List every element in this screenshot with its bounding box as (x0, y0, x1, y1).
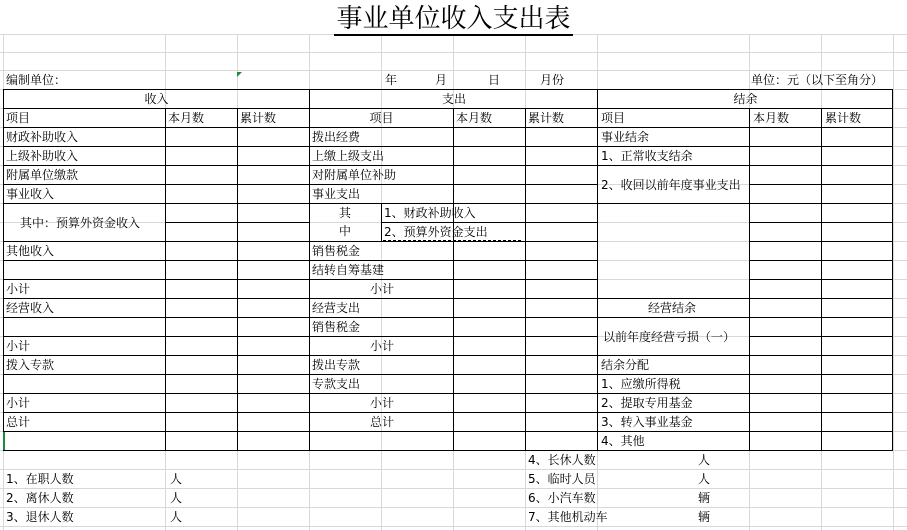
expense-item[interactable]: 拨出经费 (312, 130, 361, 144)
personnel-unit: 人 (170, 510, 183, 524)
income-item[interactable]: 其他收入 (6, 244, 55, 258)
unit-label: 编制单位： (6, 73, 67, 87)
table-border (749, 184, 893, 185)
personnel-label: 4、长休人数 (528, 453, 596, 467)
balance-item[interactable]: 3、转入事业基金 (601, 415, 693, 429)
table-border (3, 260, 309, 261)
table-border (597, 317, 893, 318)
personnel-unit: 辆 (698, 491, 711, 505)
income-item-header: 项目 (6, 111, 31, 125)
expense-item[interactable]: 经营支出 (312, 301, 361, 315)
balance-item[interactable]: 结余分配 (601, 358, 650, 372)
expense-item[interactable]: 事业支出 (312, 187, 361, 201)
income-item[interactable]: 附属单位缴款 (6, 168, 79, 182)
expense-item[interactable]: 上缴上级支出 (312, 149, 385, 163)
table-border (3, 431, 309, 432)
personnel-unit: 人 (698, 453, 711, 467)
table-border (749, 336, 893, 337)
personnel-unit: 人 (170, 472, 183, 486)
personnel-label: 5、临时人员 (528, 472, 596, 486)
expense-item[interactable]: 拨出专款 (312, 358, 361, 372)
balance-item[interactable]: 4、其他 (601, 434, 645, 448)
expense-item[interactable]: 销售税金 (312, 244, 361, 258)
table-border (3, 279, 309, 280)
gridline (0, 52, 907, 53)
table-border (309, 279, 597, 280)
personnel-label: 7、其他机动车 (528, 510, 608, 524)
table-border (309, 412, 597, 413)
table-border (892, 89, 893, 451)
expense-item[interactable]: 结转自筹基建 (312, 263, 385, 277)
balance-section-header: 结余 (733, 92, 758, 106)
table-border (3, 374, 309, 375)
of-which-label: 其 (339, 206, 352, 220)
table-border (3, 317, 309, 318)
month-label: 月 (435, 73, 448, 87)
gridline (0, 507, 907, 508)
table-border (3, 393, 309, 394)
table-border (165, 222, 309, 223)
table-border (309, 89, 310, 451)
income-item[interactable]: 其中：预算外资金收入 (20, 216, 141, 230)
balance-item[interactable]: 事业结余 (601, 130, 650, 144)
active-cell-indicator (3, 432, 5, 450)
table-border (309, 336, 597, 337)
personnel-label: 2、离休人数 (6, 491, 74, 505)
expense-sub-item[interactable]: 1、财政补助收入 (384, 206, 476, 220)
monthly-label: 月份 (540, 73, 565, 87)
income-item[interactable]: 总计 (6, 415, 31, 429)
of-which-label: 中 (339, 224, 352, 238)
income-item[interactable]: 小计 (6, 282, 31, 296)
cell-comment-indicator (237, 72, 242, 77)
table-border (749, 241, 893, 242)
page-title: 事业单位收入支出表 (336, 4, 571, 34)
expense-sub-item[interactable]: 2、预算外资金支出 (384, 225, 488, 239)
expense-cumulative-header: 累计数 (528, 111, 565, 125)
table-border (749, 279, 893, 280)
income-item[interactable]: 事业收入 (6, 187, 55, 201)
table-border (3, 336, 309, 337)
currency-note: 单位：元（以下至角分） (751, 73, 884, 87)
balance-item[interactable]: 以前年度经营亏损（一） (603, 330, 736, 344)
day-label: 日 (488, 73, 501, 87)
income-cumulative-header: 累计数 (240, 111, 277, 125)
gridline (0, 469, 907, 470)
expense-item[interactable]: 专款支出 (312, 377, 361, 391)
personnel-label: 1、在职人数 (6, 472, 74, 486)
personnel-label: 3、退休人数 (6, 510, 74, 524)
expense-item[interactable]: 对附属单位补助 (312, 168, 397, 182)
expense-subtotal[interactable]: 小计 (370, 339, 395, 353)
income-item[interactable]: 财政补助收入 (6, 130, 79, 144)
balance-month-header: 本月数 (753, 111, 790, 125)
table-border (309, 431, 597, 432)
gridline (0, 526, 907, 527)
table-border (749, 260, 893, 261)
table-border (597, 298, 893, 299)
income-item[interactable]: 拨入专款 (6, 358, 55, 372)
table-border (597, 203, 893, 204)
table-border (3, 203, 309, 204)
table-border (3, 89, 4, 451)
table-border (597, 89, 598, 451)
table-border (3, 412, 309, 413)
table-border (309, 393, 597, 394)
expense-item-header: 项目 (369, 111, 394, 125)
balance-item[interactable]: 经营结余 (648, 301, 697, 315)
expense-section-header: 支出 (441, 92, 466, 106)
balance-item[interactable]: 1、正常收支结余 (601, 149, 693, 163)
expense-item[interactable]: 销售税金 (312, 320, 361, 334)
income-section-header: 收入 (144, 92, 169, 106)
gridline (0, 488, 907, 489)
balance-cumulative-header: 累计数 (825, 111, 862, 125)
personnel-unit: 人 (170, 491, 183, 505)
year-label: 年 (385, 73, 398, 87)
income-item[interactable]: 经营收入 (6, 301, 55, 315)
balance-item[interactable]: 2、提取专用基金 (601, 396, 693, 410)
balance-item[interactable]: 2、收回以前年度事业支出 (601, 178, 741, 192)
personnel-unit: 辆 (698, 510, 711, 524)
personnel-label: 6、小汽车数 (528, 491, 596, 505)
income-item[interactable]: 小计 (6, 339, 31, 353)
expense-subtotal[interactable]: 小计 (370, 396, 395, 410)
income-item[interactable]: 上级补助收入 (6, 149, 79, 163)
table-border (597, 165, 893, 166)
expense-month-header: 本月数 (456, 111, 493, 125)
table-border (3, 127, 893, 128)
expense-subtotal[interactable]: 小计 (370, 282, 395, 296)
table-border (749, 222, 893, 223)
balance-item[interactable]: 1、应缴所得税 (601, 377, 681, 391)
table-border (3, 450, 893, 451)
personnel-unit: 人 (698, 472, 711, 486)
expense-total[interactable]: 总计 (370, 415, 395, 429)
income-item[interactable]: 小计 (6, 396, 31, 410)
balance-item-header: 项目 (601, 111, 626, 125)
income-month-header: 本月数 (168, 111, 205, 125)
